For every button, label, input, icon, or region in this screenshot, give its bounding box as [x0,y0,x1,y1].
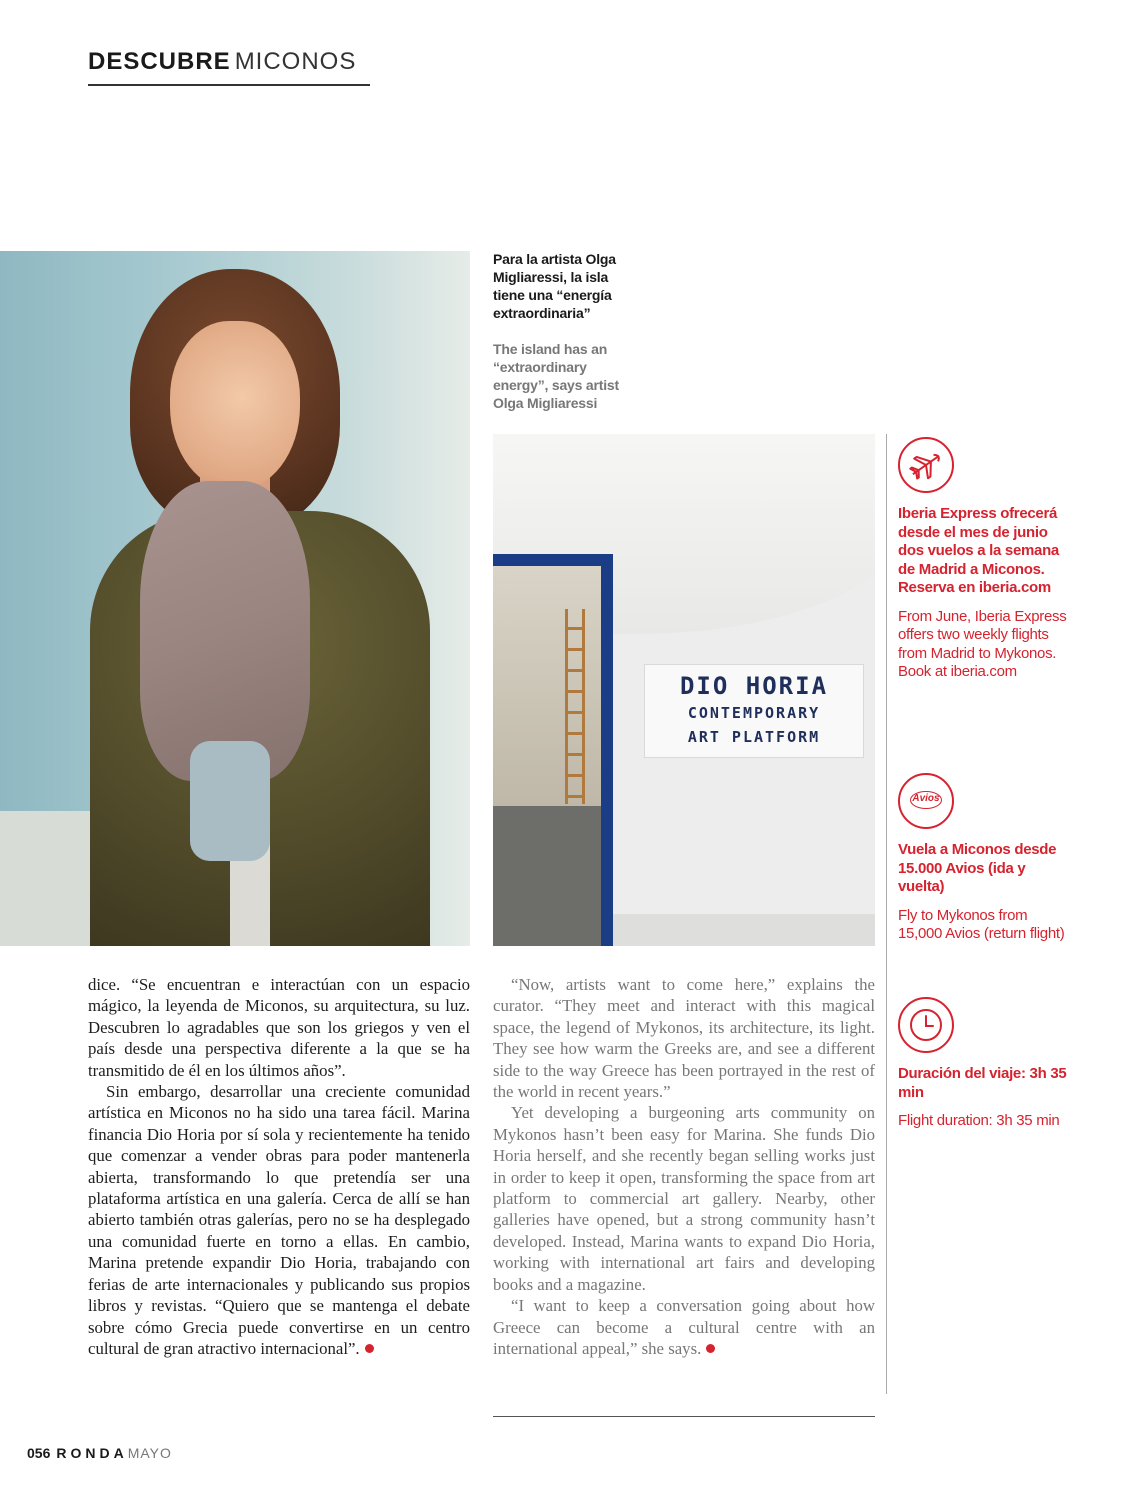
sign-line-3: ART PLATFORM [687,728,821,746]
body-en-paragraph-3 [493,1295,875,1359]
clock-icon [898,997,954,1053]
sidebar-duration [898,997,1073,1131]
photo-step-floor [613,914,875,946]
sign-line-2: CONTEMPORARY [687,704,821,722]
end-mark-icon [365,1344,374,1353]
photo-ladder [565,609,585,804]
avios-text-en: Fly to Mykonos from 15,000 Avios (return flight) [898,906,1065,942]
bottom-rule [493,1416,875,1417]
body-en-paragraph-2: Yet developing a burgeoning arts community on Mykonos hasn’t been easy for Marina. She funds Dio Horia herself, and she recently began selling works just in order to keep it open, transforming the space from art platform to commercial art gallery. Nearby, other galleries have opened, but a strong community hasn’t developed. Instead, Marina wants to expand Dio Horia, working with international art fairs and developing books and a magazine. [493,1103,875,1294]
sidebar-flights [898,437,1073,682]
sidebar-divider [886,434,887,1394]
sidebar-avios [898,773,1073,944]
photo-cuff [190,741,270,861]
section-title-bold: DESCUBRE [88,48,231,75]
duration-text-es: Duración del viaje: 3h 35 min [898,1065,1067,1101]
photo-scarf [140,481,310,781]
sign-line-1: DIO HORIA [679,672,829,700]
end-mark-icon [706,1344,715,1353]
section-title-light: MICONOS [234,48,357,75]
flights-text-es: Iberia Express ofrecerá desde el mes de junio dos vuelos a la semana de Madrid a Miconos. Reserva en iberia.com [898,505,1059,596]
body-es-paragraph-2 [88,1081,470,1359]
section-header [88,48,370,86]
body-text-en [493,974,875,1359]
flights-text-en: From June, Iberia Express offers two weekly flights from Madrid to Mykonos. Book at iberia.com [898,607,1067,680]
body-es-paragraph-2-text: Sin embargo, desarrollar una creciente comunidad artística en Miconos no ha sido una tarea fácil. Marina financia Dio Horia por sí sola y recientemente ha tenido que comenzar a vender obras para poder mantenerla abierta, transformando lo que pretendía ser una plataforma artística en una galería. Cerca de allí se han abierto también otras galerías, pero no se ha desplegado una comunidad fuerte en torno a ellas. En cambio, Marina pretende expandir Dio Horia, trabajando con ferias de arte internacionales y publicando sus propios libros y revistas. “Quiero que se mantenga el debate sobre cómo Grecia puede convertirse en un centro cultural de gran atractivo internacional”. [88,1082,470,1358]
photo-face [170,321,300,491]
airplane-icon [898,437,954,493]
body-es-paragraph-1: dice. “Se encuentran e interactúan con un espacio mágico, la leyenda de Miconos, su arquitectura, su luz. Descubren lo agradables que son los griegos y ven el país desde una perspectiva diferente a la que se ha transmitido de él en los últimos años”. [88,975,470,1080]
duration-text-en: Flight duration: 3h 35 min [898,1112,1060,1129]
avios-text-es: Vuela a Miconos desde 15.000 Avios (ida y vuelta) [898,841,1057,895]
portrait-photo [0,251,470,946]
gallery-sign [644,664,864,758]
magazine-name: RONDA [56,1445,128,1461]
page-number: 056 [27,1445,51,1461]
photo-caption-es: Para la artista Olga Migliaressi, la isla tiene una “energía extraordinaria” [493,251,616,321]
photo-caption-en: The island has an “extraordinary energy”, says artist Olga Migliaressi [493,341,619,411]
body-en-paragraph-1: “Now, artists want to come here,” explains the curator. “They meet and interact with this magical space, the legend of Mykonos, its architecture, its light. They see how warm the Greeks are, and see a different side to the way Greece has been portrayed in the rest of the world in recent years.” [493,975,875,1102]
page-footer [27,1445,172,1461]
body-en-paragraph-3-text: “I want to keep a conversation going about how Greece can become a cultural centre with an international appeal,” she says. [493,1296,875,1358]
photo-door-floor [493,806,601,946]
avios-logo-text: Avios [912,793,940,804]
body-text-es [88,974,470,1359]
avios-logo-icon [898,773,954,829]
issue-month: MAYO [127,1445,172,1461]
